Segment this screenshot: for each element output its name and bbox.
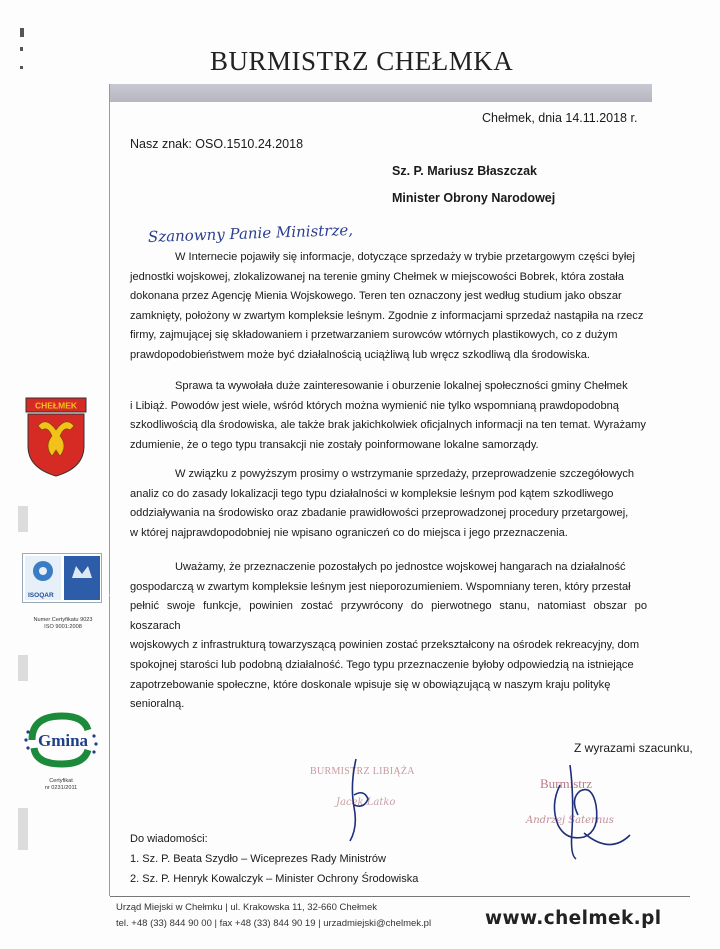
isoqar-certificate-logo [22, 553, 125, 603]
paragraph-line: Sprawa ta wywołała duże zainteresowanie i oburzenie lokalnej społeczności gminy Chełmek [175, 380, 628, 392]
paragraph-line: w której najprawdopodobniej nie wpisano ograniczeń co do miejsca i jego przeznaczenia. [130, 526, 568, 539]
gmina-arc-icon [34, 748, 88, 764]
iso-caption [22, 617, 104, 631]
crest-banner-text: CHEŁMEK [34, 400, 78, 411]
gmina-caption-line: Certyfikat [49, 778, 73, 784]
scan-mark [18, 655, 28, 681]
closing-phrase: Z wyrazami szacunku, [574, 741, 693, 755]
paragraph-line: spokojnej starości lub podobną działalność. Tego typu przeznaczenie byłoby odpowiedzią na istniejące [130, 658, 634, 671]
gmina-label: Gmina [37, 731, 89, 750]
ukas-crown-icon [64, 556, 100, 590]
paragraph-line: gospodarczą w zwartym kompleksie leśnym jest nieporozumieniem. Wspomniany teren, który przestał [130, 580, 631, 593]
cc-item: 2. Sz. P. Henryk Kowalczyk – Minister Ochrony Środowiska [130, 873, 419, 885]
paragraph-line: W Internecie pojawiły się informacje, dotyczące sprzedaży w trybie przetargowym części byłej [175, 251, 635, 263]
handwritten-greeting: Szanowny Panie Ministrze, [147, 220, 354, 246]
paragraph-line: firmy, zajmującej się składowaniem i przetwarzaniem surowców wtórnych plastikowych, co z dużym [130, 329, 618, 342]
footer-address: Urząd Miejski w Chełmku | ul. Krakowska 11, 32-660 Chełmek [116, 902, 377, 913]
paragraph-line: jednostki wojskowej, zlokalizowanej na terenie gminy Chełmek w miejscowości Bobrek, która została [130, 270, 624, 283]
gmina-caption [30, 778, 92, 792]
paragraph-1 [130, 248, 647, 366]
paragraph-line: zamknięty, położony w zwartym kompleksie leśnym. Zgodnie z informacjami sprzedaż nastąpiła na rzecz [130, 309, 644, 322]
paragraph-line: pełnić swoje funkcje, powinien zostać przywrócony do pierwotnego stanu, natomiast obszar po koszarach [130, 600, 647, 632]
paragraph-line: Uważamy, że przeznaczenie pozostałych po jednostce wojskowej hangarach na działalność [175, 561, 626, 573]
footer-website: www.chelmek.pl [485, 908, 662, 929]
scan-mark [20, 28, 24, 37]
reference-number: Nasz znak: OSO.1510.24.2018 [130, 137, 304, 151]
paragraph-line: wojskowych z infrastrukturą towarzyszącą powinien zostać przekształcony na ośrodek rekreacyjny, dom [130, 639, 640, 652]
scan-mark [20, 66, 23, 69]
iso-caption-line: Numer Certyfikatu 9023 [33, 617, 93, 623]
gmina-certificate-logo [22, 710, 100, 770]
gmina-caption-line: nr 0231/2011 [44, 785, 78, 791]
recipient-name: Sz. P. Mariusz Błaszczak [392, 164, 537, 178]
scan-mark [20, 47, 23, 51]
paragraph-line: i Libiąż. Powodów jest wiele, wśród których można wymienić nie tylko wspomnianą prawdopodobną [130, 399, 619, 412]
isoqar-star-icon [25, 556, 61, 590]
footer-contact: tel. +48 (33) 844 90 00 | fax +48 (33) 844 90 19 | urzadmiejski@chelmek.pl [116, 918, 432, 929]
recipient-title: Minister Obrony Narodowej [392, 191, 556, 205]
paragraph-4 [130, 558, 647, 715]
paragraph-line: oddziaływania na środowisko oraz zbadanie prawidłowości przeprowadzonej procedury przetargowej, [130, 507, 629, 520]
paragraph-line: dokonana przez Agencję Mienia Wojskowego. Teren ten oznaczony jest według studium jako obszar [130, 290, 622, 303]
chelmek-crest-logo [24, 396, 88, 478]
paragraph-line: prawdopodobieństwem może być działalnością uciążliwą lub wręcz szkodliwą dla środowiska. [130, 348, 590, 361]
paragraph-line: zdumienie, że o tego typu transakcji nie zostały poinformowane lokalne samorządy. [130, 438, 539, 451]
place-date: Chełmek, dnia 14.11.2018 r. [482, 111, 638, 125]
footer-rule [110, 896, 690, 897]
signature-chelmek [540, 745, 650, 865]
stamp-chelmek-name: Andrzej Saternus [526, 815, 614, 826]
scan-mark [18, 506, 28, 532]
paragraph-line: analiz co do zasady lokalizacji tego typu działalności w kompleksie leśnym pod kątem szkodliwego [130, 487, 614, 500]
scan-mark [18, 808, 28, 850]
isoqar-label: ISOQAR [28, 592, 54, 599]
ukas-label: UKAS [108, 592, 125, 598]
left-margin-rule [109, 84, 110, 896]
paragraph-3 [130, 465, 647, 543]
cc-item: 1. Sz. P. Beata Szydło – Wiceprezes Rady Ministrów [130, 853, 386, 865]
cc-title: Do wiadomości: [130, 833, 208, 845]
stamp-libiaz-title: BURMISTRZ LIBIĄŻA [310, 766, 415, 777]
paragraph-2 [130, 377, 647, 455]
letterhead-title: BURMISTRZ CHEŁMKA [210, 46, 514, 76]
letterhead-bar [110, 84, 652, 102]
paragraph-line: senioralną. [130, 698, 185, 711]
paragraph-line: W związku z powyższym prosimy o wstrzymanie sprzedaży, przeprowadzenie szczegółowych [175, 468, 635, 480]
paragraph-line: szkodliwością dla środowiska, ale także brak jakichkolwiek oficjalnych informacji na ten temat. Wyrażamy [130, 419, 646, 432]
stamp-libiaz-name: Jacek Latko [336, 797, 396, 808]
signature-libiaz [320, 755, 400, 845]
isoqar-icon [25, 556, 61, 600]
paragraph-line: zapotrzebowanie społeczne, które doskonale wpisuje się w obowiązującą w naszym kraju politykę [130, 678, 611, 691]
iso-caption-line: ISO 9001:2008 [44, 624, 82, 630]
stamp-chelmek-title: Burmistrz [540, 776, 592, 791]
ukas-icon [64, 556, 125, 600]
